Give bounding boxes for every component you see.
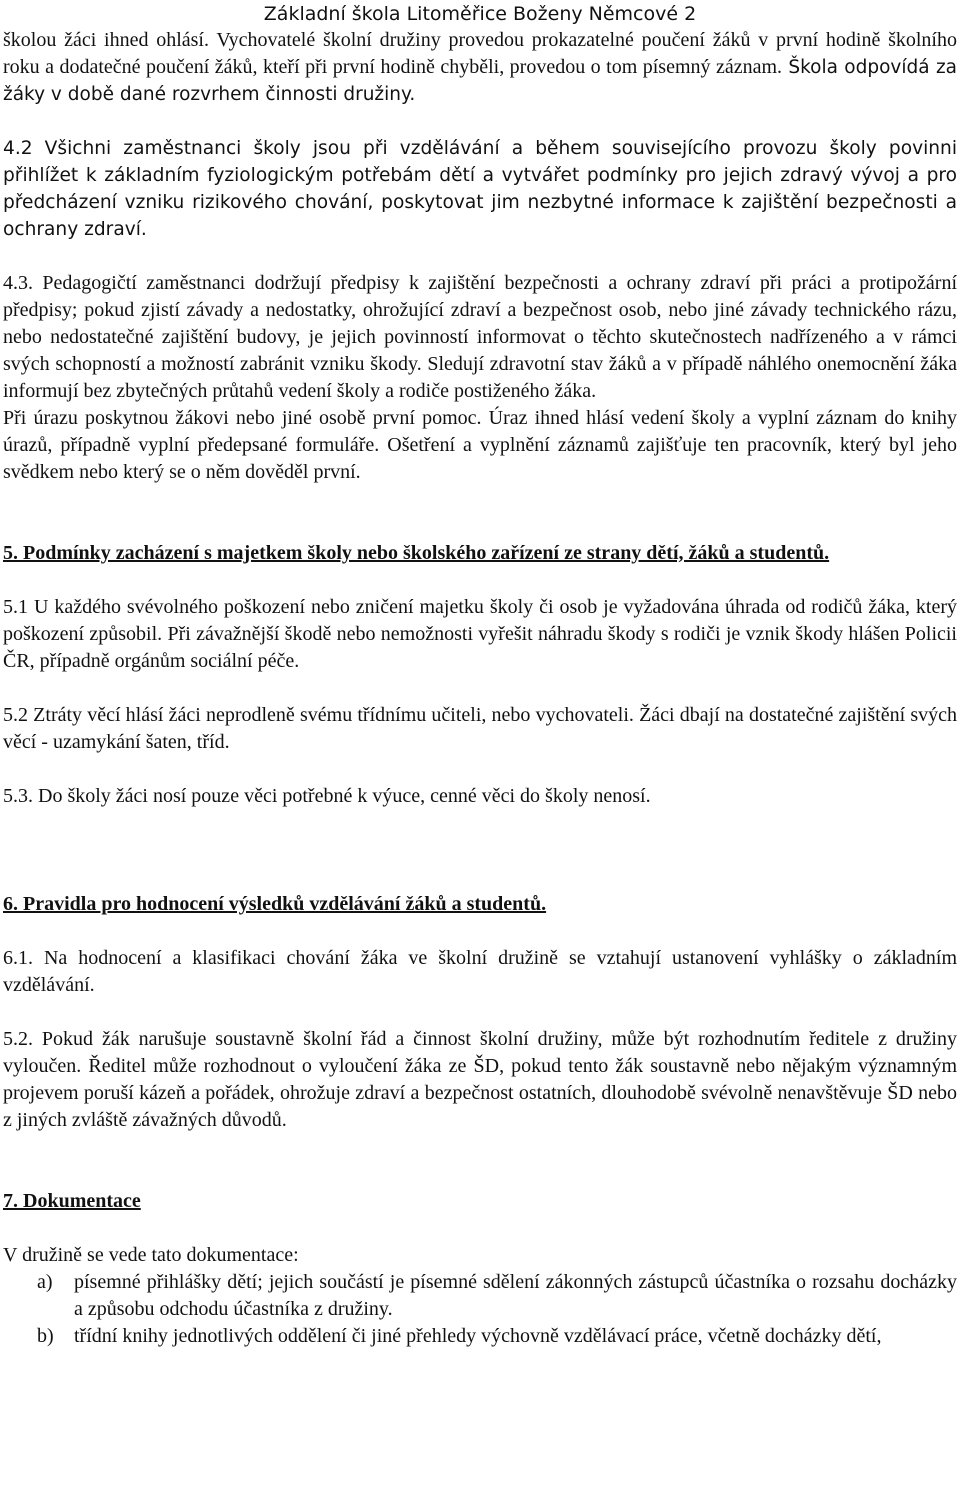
section-4-3-injury: Při úrazu poskytnou žákovi nebo jiné osobě první pomoc. Úraz ihned hlásí vedení školy a vyplní záznam do knihy úrazů, případně vyplní předepsané formuláře. Ošetření a vyplnění záznamů zajišťuje ten pracovník, který byl jeho svědkem nebo který se o něm dověděl první. [3, 407, 957, 483]
intro-text: školou žáci ihned ohlásí. Vychovatelé školní družiny provedou prokazatelné poučení žáků v první hodině školního roku a dodatečné poučení žáků, kteří při první hodině chyběli, provedou o tom písemný záznam. [3, 29, 957, 78]
page-header: Základní škola Litoměřice Boženy Němcové 2 [263, 3, 697, 25]
intro-paragraph [3, 27, 957, 108]
list-item [3, 1269, 957, 1323]
intro-text-sans: Škola odpovídá za žáky v době dané rozvrhem činnosti družiny. [3, 57, 957, 105]
list-marker: b) [37, 1325, 54, 1347]
documentation-list [3, 1269, 957, 1350]
heading-section-7: 7. Dokumentace [3, 1190, 141, 1212]
section-4-2: 4.2 Všichni zaměstnanci školy jsou při vzdělávání a během souvisejícího provozu školy povinni přihlížet k základním fyziologickým potřebám dětí a vytvářet podmínky pro jejich zdravý vývoj a pro předcházení vzniku rizikového chování, poskytovat jim nezbytné informace k zajištění bezpečnosti a ochrany zdraví. [3, 138, 957, 240]
section-5-3: 5.3. Do školy žáci nosí pouze věci potřebné k výuce, cenné věci do školy nenosí. [3, 785, 651, 807]
list-item-text: písemné přihlášky dětí; jejich součástí je písemné sdělení zákonných zástupců účastníka o rozsahu docházky a způsobu odchodu účastníka z družiny. [74, 1271, 957, 1320]
section-7-intro: V družině se vede tato dokumentace: [3, 1244, 299, 1266]
list-item [3, 1323, 957, 1350]
document-page [3, 0, 957, 1350]
section-5-2: 5.2 Ztráty věcí hlásí žáci neprodleně svému třídnímu učiteli, nebo vychovateli. Žáci dbají na dostatečné zajištění svých věcí - uzamykání šaten, tříd. [3, 704, 957, 753]
heading-section-6: 6. Pravidla pro hodnocení výsledků vzdělávání žáků a studentů. [3, 893, 547, 915]
section-6-2: 5.2. Pokud žák narušuje soustavně školní řád a činnost školní družiny, může být rozhodnutím ředitele z družiny vyloučen. Ředitel může rozhodnout o vyloučení žáka ze ŠD, pokud tento žák soustavně nebo nějakým významným projevem poruší kázeň a pořádek, ohrožuje zdraví a bezpečnost ostatních, dlouhodobě svévolně nenavštěvuje ŠD nebo z jiných zvláště závažných důvodů. [3, 1028, 957, 1131]
list-item-text: třídní knihy jednotlivých oddělení či jiné přehledy výchovně vzdělávací práce, včetně docházky dětí, [74, 1325, 882, 1347]
section-5-1: 5.1 U každého svévolného poškození nebo zničení majetku školy či osob je vyžadována úhrada od rodičů žáka, který poškození způsobil. Při závažnější škodě nebo nemožnosti vyřešit náhradu škody s rodiči je vznik škody hlášen Policii ČR, případně orgánům sociální péče. [3, 596, 957, 672]
section-4-3: 4.3. Pedagogičtí zaměstnanci dodržují předpisy k zajištění bezpečnosti a ochrany zdraví při práci a protipožární předpisy; pokud zjistí závady a nedostatky, ohrožující zdraví a bezpečnost osob, nebo jiné závady technického rázu, nebo nedostatečné zajištění budovy, je jejich povinností informovat o těchto skutečnostech nadřízeného a v rámci svých schopností a možností zabránit vzniku škody. Sledují zdravotní stav žáků a v případě náhlého onemocnění žáka informují bez zbytečných průtahů vedení školy a rodiče postiženého žáka. [3, 272, 957, 402]
section-6-1: 6.1. Na hodnocení a klasifikaci chování žáka ve školní družině se vztahují ustanovení vyhlášky o základním vzdělávání. [3, 947, 957, 996]
heading-section-5: 5. Podmínky zacházení s majetkem školy nebo školského zařízení ze strany dětí, žáků a studentů. [3, 542, 830, 564]
list-marker: a) [37, 1271, 53, 1293]
